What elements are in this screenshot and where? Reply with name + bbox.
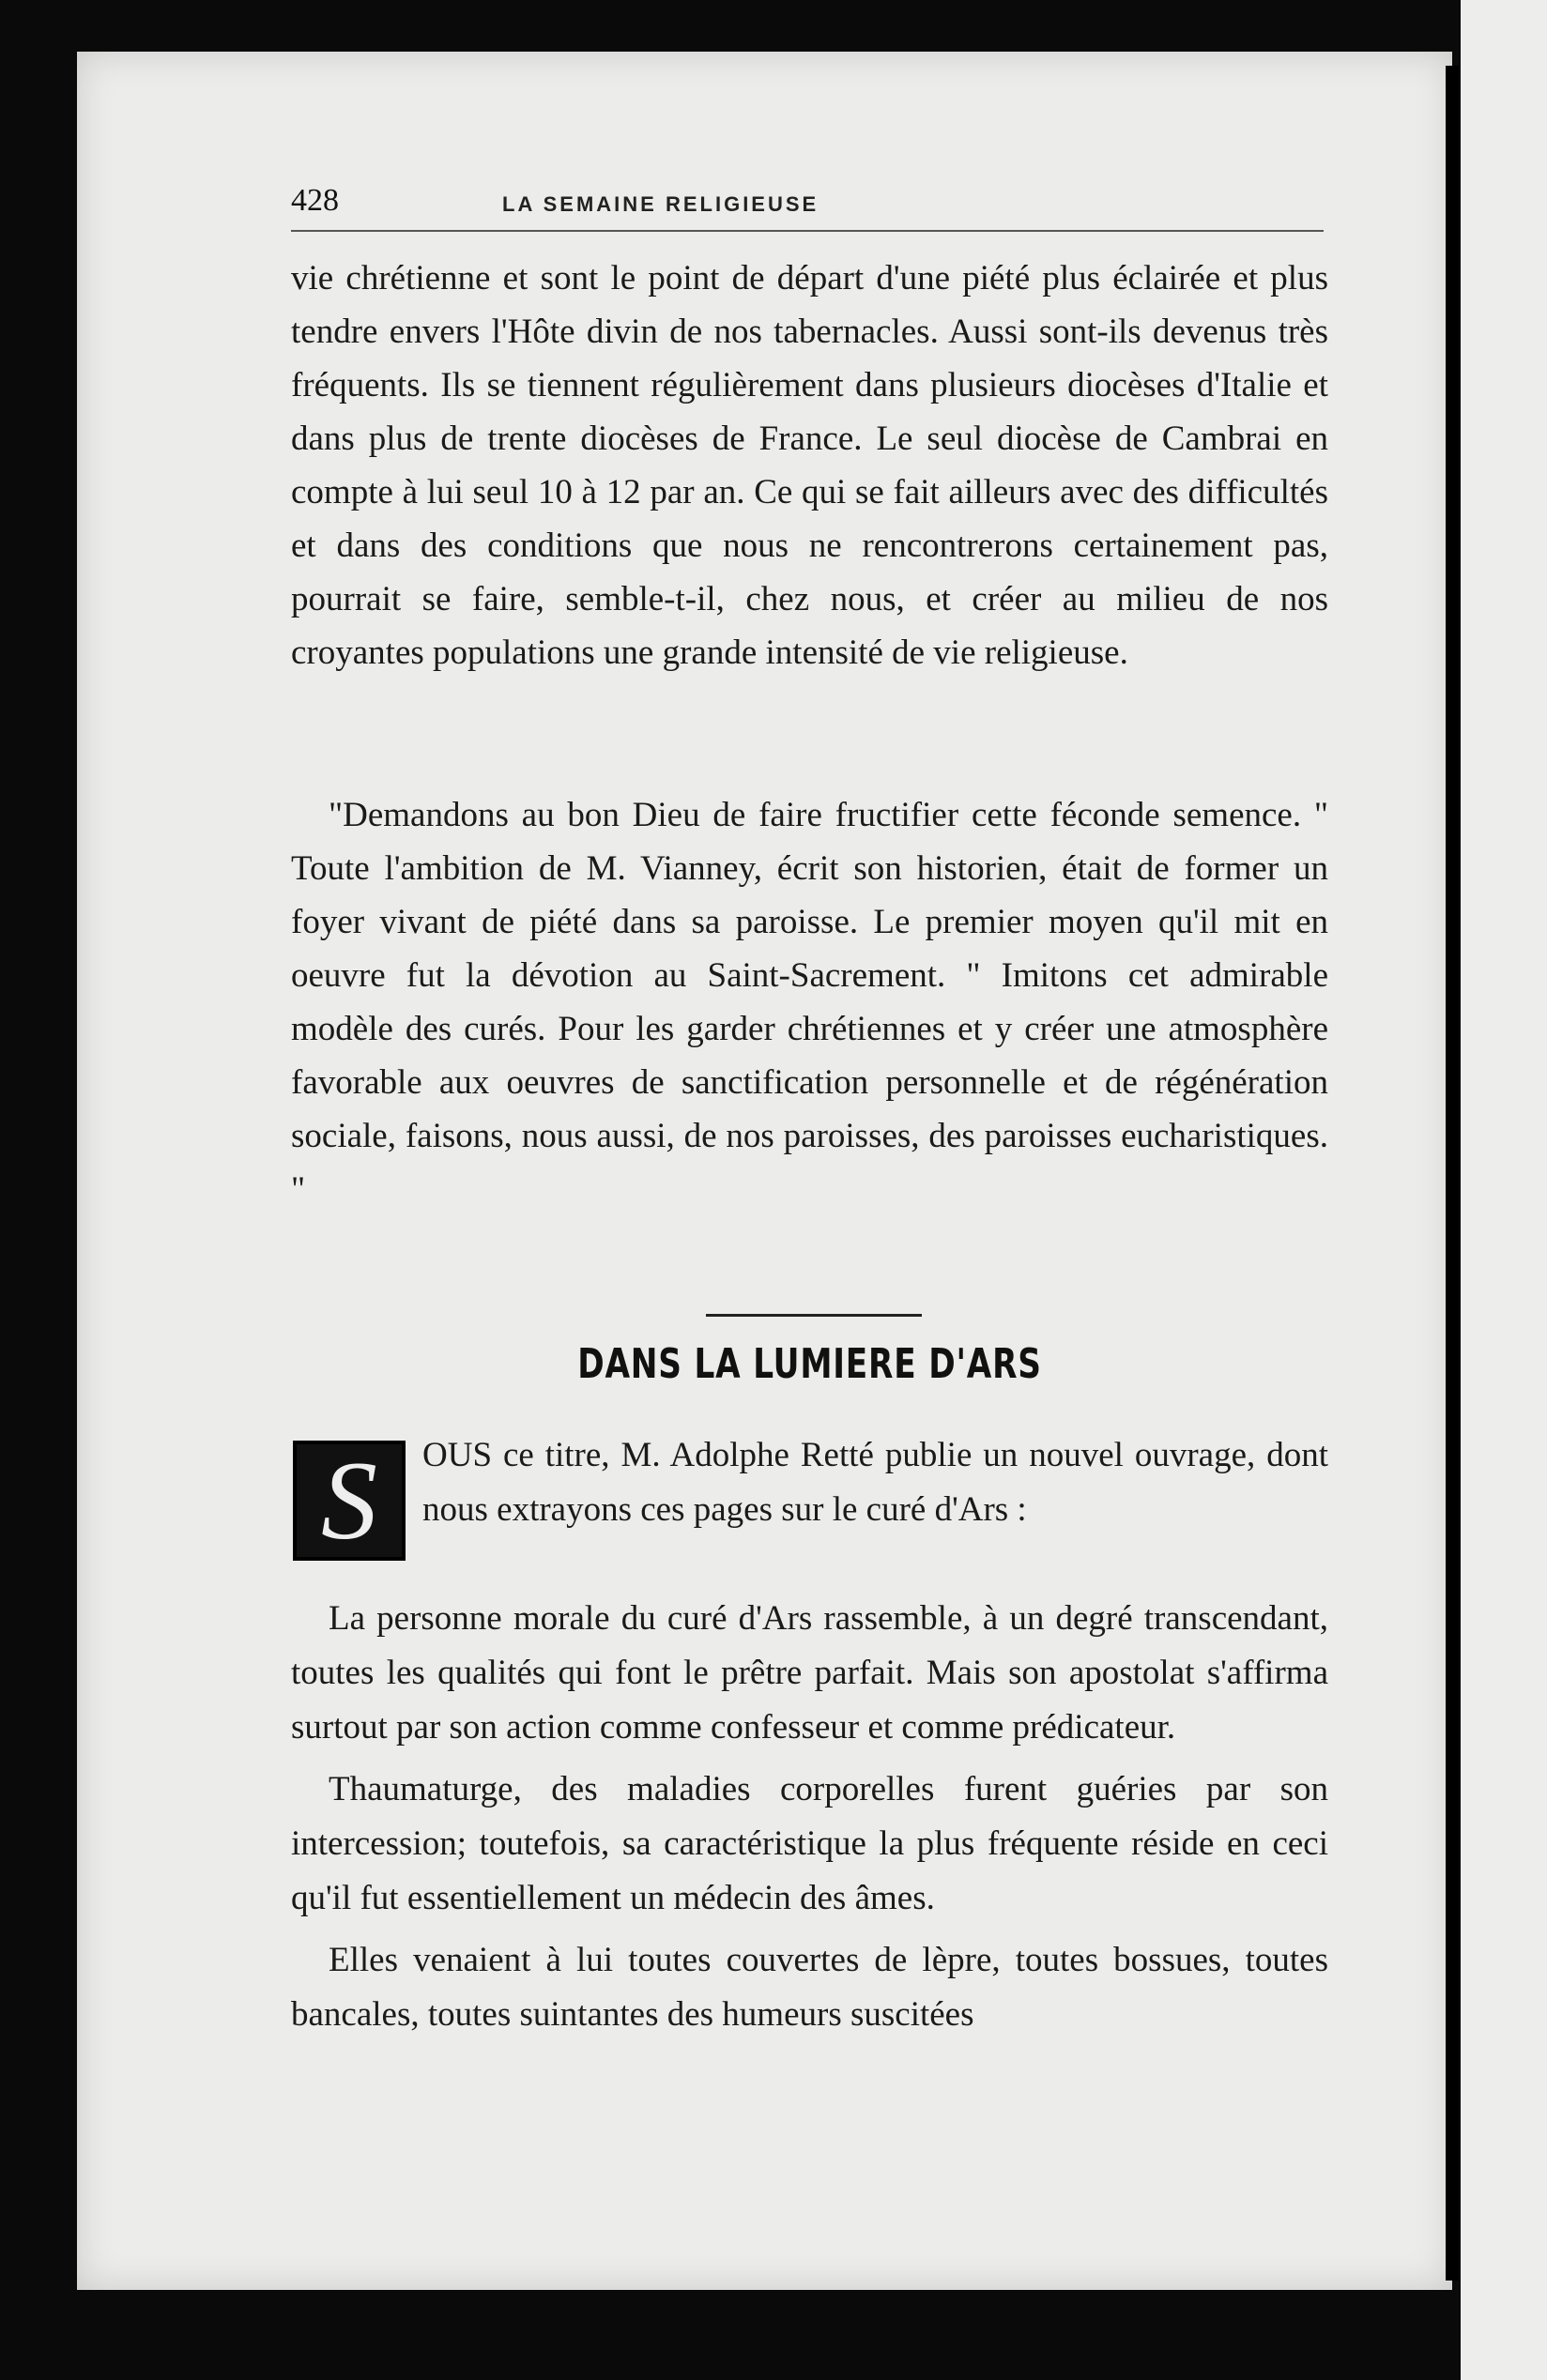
section-intro: OUS ce titre, M. Adolphe Retté publie un nouvel ouvrage, dont nous extrayons ces pages sur le curé d'Ars : — [422, 1436, 1328, 1529]
section-heading: DANS LA LUMIERE D'ARS — [577, 1340, 1042, 1388]
paragraph-1: vie chrétienne et sont le point de départ d'une piété plus éclairée et plus tendre envers l'Hôte divin de nos tabernacles. Aussi sont-ils devenus très fréquents. Ils se tiennent régulièrement dans plusieurs diocèses d'Italie et dans plus de trente diocèses de France. Le seul diocèse de Cambrai en compte à lui seul 10 à 12 par an. Ce qui se fait ailleurs avec des difficultés et dans des conditions que nous ne rencontrerons certainement pas, pourrait se faire, semble-t-il, chez nous, et créer au milieu de nos croyantes populations une grande intensité de vie religieuse. — [291, 259, 1328, 672]
page-header — [291, 183, 1324, 232]
facing-page-edge — [1461, 0, 1547, 2380]
section-rule — [706, 1314, 922, 1317]
page-number: 428 — [291, 183, 339, 218]
drop-cap: S — [293, 1441, 406, 1561]
section-paragraph-1: La personne morale du curé d'Ars rassemble, à un degré transcendant, toutes les qualités qui font le prêtre parfait. Mais son apostolat s'affirma surtout par son action comme confesseur et comme prédicateur. — [291, 1599, 1328, 1747]
section-paragraph-2: Thaumaturge, des maladies corporelles furent guéries par son intercession; toutefois, sa caractéristique la plus fréquente réside en ceci qu'il fut essentiellement un médecin des âmes. — [291, 1770, 1328, 1917]
paragraph-2: "Demandons au bon Dieu de faire fructifier cette féconde semence. " Toute l'ambition de M. Vianney, écrit son historien, était de former un foyer vivant de piété dans sa paroisse. Le premier moyen qu'il mit en oeuvre fut la dévotion au Saint-Sacrement. " Imitons cet admirable modèle des curés. Pour les garder chrétiennes et y créer une atmosphère favorable aux oeuvres de sanctification personnelle et de régénération sociale, faisons, nous aussi, de nos paroisses, des paroisses eucharistiques. " — [291, 796, 1328, 1209]
section-body — [291, 1592, 1328, 2050]
binding-edge — [1446, 66, 1459, 2281]
section-paragraph-3: Elles venaient à lui toutes couvertes de lèpre, toutes bossues, toutes bancales, toutes suintantes des humeurs suscitées — [291, 1941, 1328, 2034]
running-title: LA SEMAINE RELIGIEUSE — [502, 192, 819, 216]
